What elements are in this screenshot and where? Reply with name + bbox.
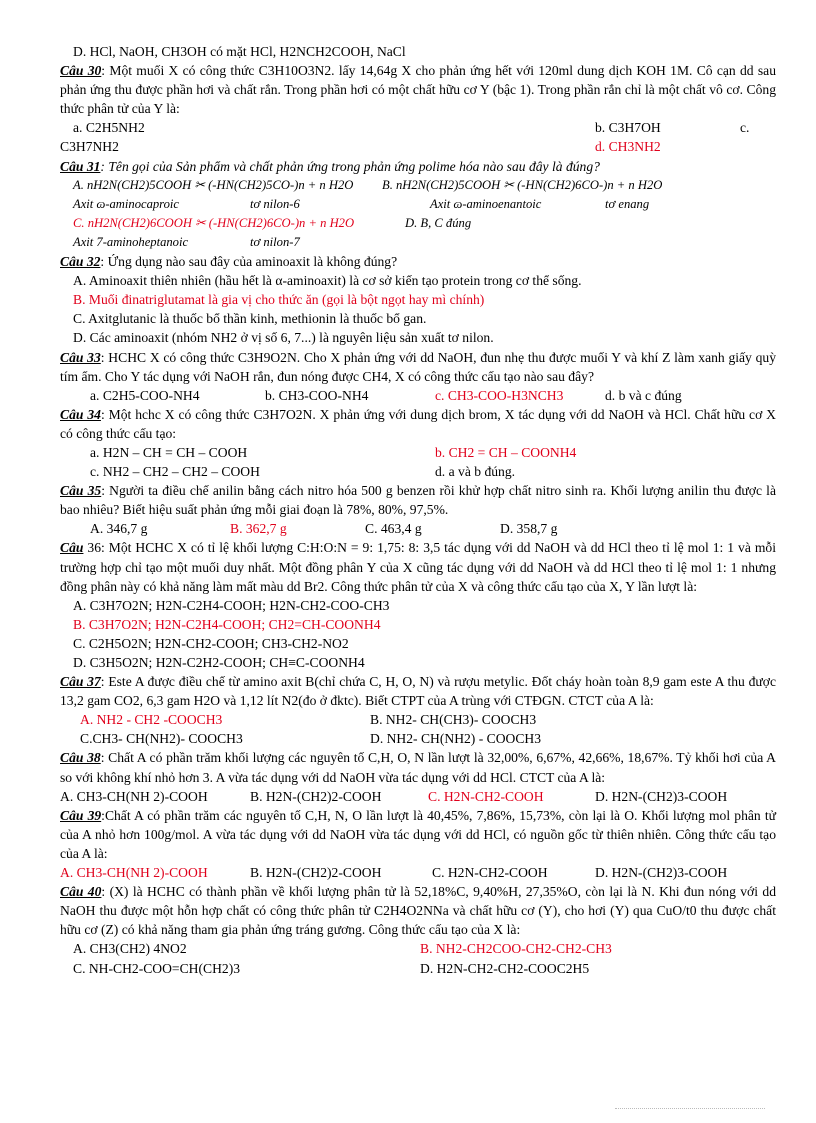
q31-a-product: tơ nilon-6 — [250, 196, 300, 211]
q39-options — [60, 863, 776, 882]
q38-option-d: D. H2N-(CH2)3-COOH — [595, 788, 728, 804]
q34-label: Câu 34 — [60, 406, 101, 422]
q38-options — [60, 787, 776, 806]
q32-option-b: B. Muối đinatriglutamat là gia vị cho thức ăn (gọi là bột ngọt hay mì chính) — [73, 292, 485, 308]
q31-option-c: C. nH2N(CH2)6COOH ✂ (-HN(CH2)6CO-)n + n H2O — [73, 215, 355, 230]
q33-option-a: a. C2H5-COO-NH4 — [90, 387, 200, 403]
q33-option-d: d. b và c đúng — [605, 387, 682, 403]
q33-label: Câu 33 — [60, 349, 101, 365]
q36-option-c: C. C2H5O2N; H2N-CH2-COOH; CH3-CH2-NO2 — [73, 635, 349, 651]
q36-option-b: B. C3H7O2N; H2N-C2H4-COOH; CH2=CH-COONH4 — [73, 616, 381, 632]
q37-option-b: B. NH2- CH(CH3)- COOCH3 — [370, 712, 537, 728]
q35-options — [60, 519, 776, 538]
question-34 — [60, 405, 776, 443]
q34-options-row2 — [60, 462, 776, 481]
q30-option-a: a. C2H5NH2 — [73, 120, 145, 136]
q31-options-cd — [60, 214, 776, 233]
question-36 — [60, 538, 776, 595]
q31-a-reactant: Axit ɷ-aminocaproic — [73, 196, 180, 211]
q32-text: : Ứng dụng nào sau đây của aminoaxit là không đúng? — [100, 254, 398, 270]
prev-option-d: D. HCl, NaOH, CH3OH có mặt HCl, H2NCH2COOH, NaCl — [73, 44, 406, 59]
q34-option-b: b. CH2 = CH – COONH4 — [435, 444, 577, 460]
q33-text: : HCHC X có công thức C3H9O2N. Cho X phản ứng với dd NaOH, đun nhẹ thu được muối Y và khí Z làm xanh giấy quỳ tím ẩm. Cho Y tác dụng với NaOH rắn, đun nóng được CH4, X có công thức cấu tạo nào sau đây? — [60, 349, 776, 384]
q31-option-d: D. B, C đúng — [405, 215, 472, 230]
q37-option-c: C.CH3- CH(NH2)- COOCH3 — [80, 731, 243, 747]
q39-option-c: C. H2N-CH2-COOH — [432, 865, 548, 881]
q36-text: 36: Một HCHC X có tỉ lệ khối lượng C:H:O:N = 9: 1,75: 8: 3,5 tác dụng với dd NaOH và dd HCl theo tỉ lệ mol 1: 1 và mỗi trường hợp chỉ tạo một muối duy nhất. Một đồng phân Y của X cũng tác dụng với dd NaOH và dd HCl theo tỉ lệ mol 1: 1 nhưng đồng phân này có khả năng làm mất màu dd Br2. Công thức phân tử của X và công thức cấu tạo của X, Y lần lượt là: — [60, 540, 776, 594]
question-37 — [60, 672, 776, 710]
q36-option-a: A. C3H7O2N; H2N-C2H4-COOH; H2N-CH2-COO-CH3 — [73, 597, 390, 613]
q35-option-c: C. 463,4 g — [365, 521, 422, 537]
question-30 — [60, 61, 776, 118]
question-35 — [60, 481, 776, 519]
q40-options-row2 — [60, 959, 776, 978]
q30-options-row2 — [60, 137, 776, 156]
q31-notes-c — [60, 233, 776, 252]
q31-label: Câu 31 — [60, 158, 101, 174]
q40-text: : (X) là HCHC có thành phần về khối lượng phân tử là 52,18%C, 9,40%H, 27,35%O, còn lại là N. Khi đun nóng với dd NaOH thu được một hỗn hợp chất có công thức phân tử C2H4O2NNa và chất hữu cơ (Y), cho hơi (Y) qua CuO/t0 thu được chất hữu cơ (Z) có khả năng tham gia phản ứng tráng gương. Công thức cấu tạo của X là: — [60, 884, 776, 938]
q40-label: Câu 40 — [60, 884, 102, 900]
q31-b-product: tơ enang — [605, 196, 650, 211]
q39-option-b: B. H2N-(CH2)2-COOH — [250, 865, 382, 881]
q30-option-c-value: C3H7NH2 — [60, 139, 119, 155]
q36-option-d: D. C3H5O2N; H2N-C2H2-COOH; CH≡C-COONH4 — [73, 655, 365, 670]
q37-option-d: D. NH2- CH(NH2) - COOCH3 — [370, 731, 542, 747]
q31-option-b: B. nH2N(CH2)5COOH ✂ (-HN(CH2)6CO-)n + n H2O — [382, 177, 663, 192]
q39-label: Câu 39 — [60, 807, 102, 823]
q40-option-c: C. NH-CH2-COO=CH(CH2)3 — [73, 960, 241, 976]
question-32 — [60, 252, 776, 271]
question-38 — [60, 748, 776, 786]
q30-label: Câu 30 — [60, 63, 102, 79]
footer-dotted-line — [615, 1108, 765, 1109]
q39-text: :Chất A có phần trăm các nguyên tố C,H, N, O lần lượt là 40,45%, 7,86%, 15,73%, còn lại là O. Khối lượng mol phân tử của A nhỏ hơn 100g/mol. A vừa tác dụng với dd NaOH vừa tác dụng với dd HCl, có nguồn gốc từ thiên nhiên. Công thức cấu tạo của A là: — [60, 807, 776, 861]
q32-option-a: A. Aminoaxit thiên nhiên (hầu hết là α-aminoaxit) là cơ sở kiến tạo protein trong cơ thể sống. — [73, 273, 582, 289]
q38-option-a: A. CH3-CH(NH 2)-COOH — [60, 788, 208, 804]
q32-option-c: C. Axitglutanic là thuốc bổ thần kinh, methionin là thuốc bổ gan. — [73, 311, 427, 327]
q33-option-c: c. CH3-COO-H3NCH3 — [435, 387, 564, 403]
worksheet-page — [60, 42, 776, 978]
q39-option-d: D. H2N-(CH2)3-COOH — [595, 865, 728, 881]
q37-options-row1 — [60, 710, 776, 729]
q31-b-reactant: Axit ɷ-aminoenantoic — [430, 196, 542, 211]
q30-option-d: d. CH3NH2 — [595, 139, 661, 155]
q34-option-d: d. a và b đúng. — [435, 464, 516, 480]
q38-text: : Chất A có phần trăm khối lượng các nguyên tố C,H, O, N lần lượt là 32,00%, 6,67%, 42,66%, 18,67%. Tỷ khối hơi của A so với không khí nhỏ hơn 3. A vừa tác dụng với dd NaOH vừa tác dụng với dd HCl. CTCT của A là: — [60, 750, 777, 785]
q35-label: Câu 35 — [60, 483, 102, 499]
question-33 — [60, 348, 776, 386]
q31-options-ab — [60, 176, 776, 195]
q40-option-b: B. NH2-CH2COO-CH2-CH2-CH3 — [420, 941, 612, 957]
q31-c-product: tơ nilon-7 — [250, 234, 300, 249]
q31-c-reactant: Axit 7-aminoheptanoic — [73, 234, 189, 249]
question-31 — [60, 157, 776, 176]
q30-option-b: b. C3H7OH — [595, 120, 661, 136]
q33-option-b: b. CH3-COO-NH4 — [265, 387, 369, 403]
q36-label: Câu — [60, 540, 84, 556]
q37-options-row2 — [60, 729, 776, 748]
q35-text: : Người ta điều chế anilin bằng cách nitro hóa 500 g benzen rồi khử hợp chất nitro sinh ra. Khối lượng anilin thu được là bao nhiêu? Biết hiệu suất phản ứng mỗi giai đoạn là 78%, 80%, 97,5%. — [60, 483, 776, 518]
q34-options-row1 — [60, 443, 776, 462]
q34-option-c: c. NH2 – CH2 – CH2 – COOH — [90, 464, 260, 480]
q37-option-a: A. NH2 - CH2 -COOCH3 — [80, 712, 223, 728]
q31-notes-ab — [60, 195, 776, 214]
q38-label: Câu 38 — [60, 750, 101, 766]
q40-option-a: A. CH3(CH2) 4NO2 — [73, 941, 187, 957]
q33-options — [60, 386, 776, 405]
q35-option-d: D. 358,7 g — [500, 521, 558, 537]
q34-option-a: a. H2N – CH = CH – COOH — [90, 444, 248, 460]
question-40 — [60, 882, 776, 939]
q39-option-a: A. CH3-CH(NH 2)-COOH — [60, 865, 208, 881]
q35-option-a: A. 346,7 g — [90, 521, 148, 537]
q37-text: : Este A được điều chế từ amino axit B(chỉ chứa C, H, O, N) và rượu metylic. Đốt cháy hoàn toàn 8,9 gam este A thu được 13,2 gam CO2, 6,3 gam H2O và 1,12 lít N2(đo ở đktc). Biết CTPT của A trùng với CTĐGN. CTCT của A là: — [60, 674, 776, 709]
q35-option-b: B. 362,7 g — [230, 521, 287, 537]
q38-option-b: B. H2N-(CH2)2-COOH — [250, 788, 382, 804]
q40-option-d: D. H2N-CH2-CH2-COOC2H5 — [420, 960, 590, 976]
q30-text: : Một muối X có công thức C3H10O3N2. lấy 14,64g X cho phản ứng hết với 120ml dung dịch KOH 1M. Cô cạn dd sau phản ứng thu được phần hơi và chất rắn. Trong phần hơi có một chất hữu cơ Y (bậc 1). Trong phần rắn chỉ là một chất vô cơ. Công thức phân tử của Y là: — [60, 63, 776, 117]
q38-option-c: C. H2N-CH2-COOH — [428, 788, 544, 804]
q32-option-d: D. Các aminoaxit (nhóm NH2 ở vị số 6, 7...) là nguyên liệu sản xuất tơ nilon. — [73, 330, 494, 346]
q31-option-a: A. nH2N(CH2)5COOH ✂ (-HN(CH2)5CO-)n + n H2O — [73, 177, 354, 192]
q40-options-row1 — [60, 939, 776, 958]
q30-options-row1 — [60, 118, 776, 137]
q32-label: Câu 32 — [60, 254, 101, 270]
q37-label: Câu 37 — [60, 674, 101, 690]
q30-option-c: c. — [740, 120, 750, 136]
question-39 — [60, 806, 776, 863]
q34-text: : Một hchc X có công thức C3H7O2N. X phản ứng với dung dịch brom, X tác dụng với dd NaOH và HCl. Chất hữu cơ X có công thức cấu tạo: — [60, 406, 776, 441]
q31-text: : Tên gọi của Sản phẩm và chất phản ứng trong phản ứng polime hóa nào sau đây là đúng? — [100, 158, 600, 174]
